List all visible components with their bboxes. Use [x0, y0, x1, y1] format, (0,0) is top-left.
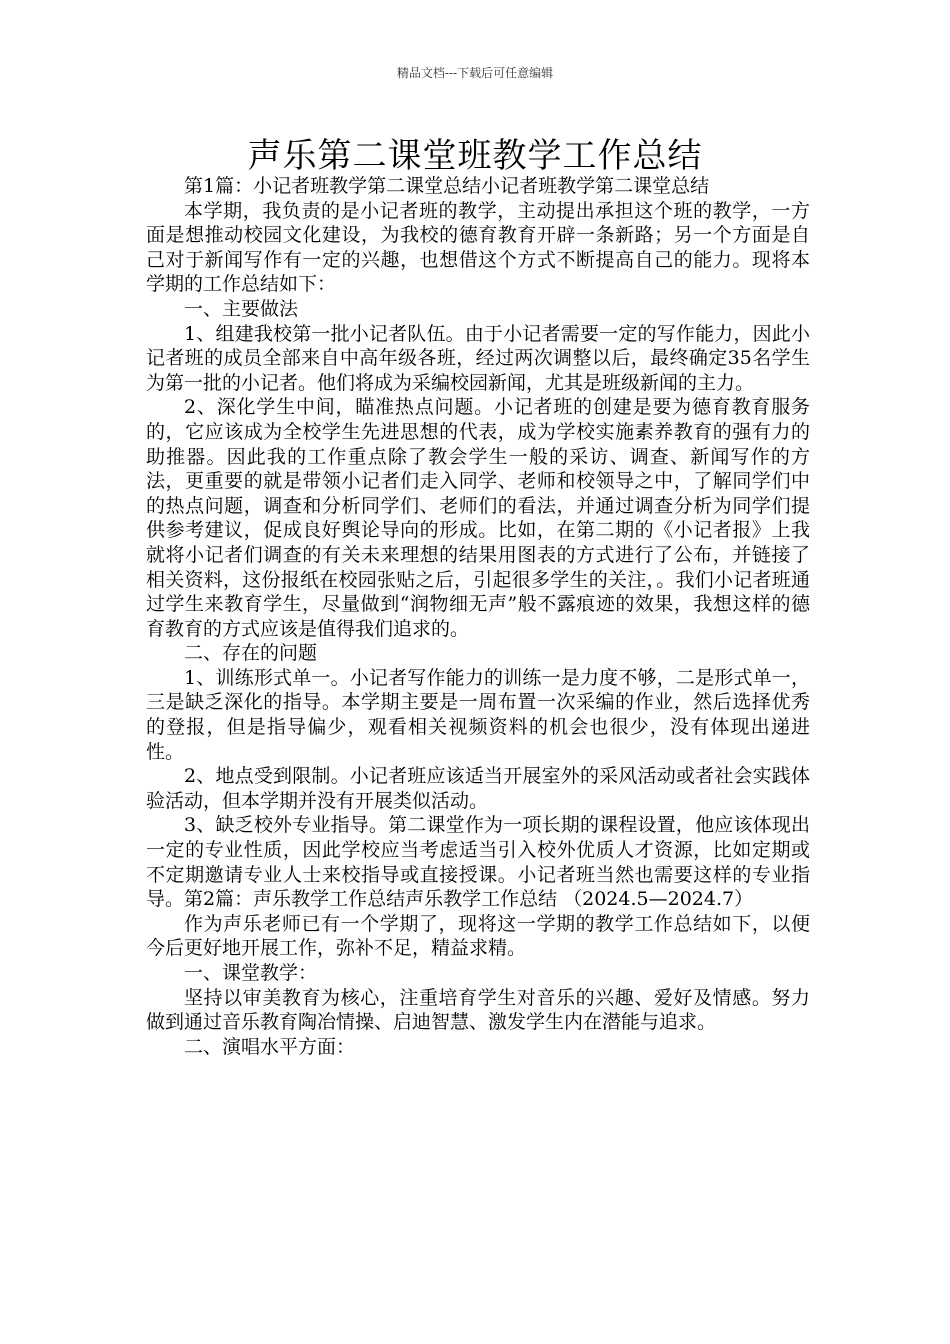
paragraph: 坚持以审美教育为核心，注重培育学生对音乐的兴趣、爱好及情感。努力做到通过音乐教育陶冶情操、启迪智慧、激发学生内在潜能与追求。: [146, 986, 810, 1034]
subheading-classroom-teaching: 一、课堂教学：: [184, 962, 318, 984]
subheading-existing-problems: 二、存在的问题: [184, 642, 318, 665]
paragraph: 作为声乐老师已有一个学期了，现将这一学期的教学工作总结如下，以便今后更好地开展工作，弥补不足，精益求精。: [146, 912, 810, 960]
paragraph: 2、地点受到限制。小记者班应该适当开展室外的采风活动或者社会实践体验活动，但本学期并没有开展类似活动。: [146, 765, 810, 812]
paragraph: 1、训练形式单一。小记者写作能力的训练一是力度不够，二是形式单一，三是缺乏深化的指导。本学期主要是一周布置一次采编的作业，然后选择优秀的登报，但是指导偏少，观看相关视频资料的机会也很少，没有体现出递进性。: [146, 666, 810, 763]
paragraph: 2、深化学生中间，瞄准热点问题。小记者班的创建是要为德育教育服务的，它应该成为全校学生先进思想的代表，成为学校实施素养教育的强有力的助推器。因此我的工作重点除了教会学生一般的采访、调查、新闻写作的方法，更重要的就是带领小记者们走入同学、老师和校领导之中，了解同学们中的热点问题，调查和分析同学们、老师们的看法，并通过调查分析为同学们提供参考建议，促成良好舆论导向的形成。比如，在第二期的《小记者报》上我就将小记者们调查的有关未来理想的结果用图表的方式进行了公布，并链接了相关资料，这份报纸在校园张贴之后，引起很多学生的关注，。我们小记者班通过学生来教育学生，尽量做到“润物细无声”般不露痕迹的效果，我想这样的德育教育的方式应该是值得我们追求的。: [146, 396, 810, 640]
paragraph: 1、组建我校第一批小记者队伍。由于小记者需要一定的写作能力，因此小记者班的成员全部来自中高年级各班，经过两次调整以后，最终确定35名学生为第一批的小记者。他们将成为采编校园新闻，尤其是班级新闻的主力。: [146, 322, 810, 394]
header-note: 精品文档---下载后可任意编辑: [396, 66, 554, 80]
document-title: 声乐第二课堂班教学工作总结: [247, 136, 703, 176]
document-body: [146, 174, 810, 1059]
paragraph: 本学期，我负责的是小记者班的教学，主动提出承担这个班的教学，一方面是想推动校园文化建设，为我校的德育教育开辟一条新路；另一个方面是自己对于新闻写作有一定的兴趣，也想借这个方式不断提高自己的能力。现将本学期的工作总结如下：: [146, 199, 810, 296]
section-heading-part-1: 第1篇：小记者班教学第二课堂总结小记者班教学第二课堂总结: [184, 175, 710, 197]
paragraph: 3、缺乏校外专业指导。第二课堂作为一项长期的课程设置，他应该体现出一定的专业性质，因此学校应当考虑适当引入校外优质人才资源，比如定期或不定期邀请专业人士来校指导或直接授课。小记者班当然也需要这样的专业指导。第2篇：声乐教学工作总结声乐教学工作总结 （2024.5—2024.7）: [146, 814, 810, 911]
subheading-singing-level: 二、演唱水平方面：: [184, 1035, 356, 1058]
subheading-main-practices: 一、主要做法: [184, 297, 299, 320]
